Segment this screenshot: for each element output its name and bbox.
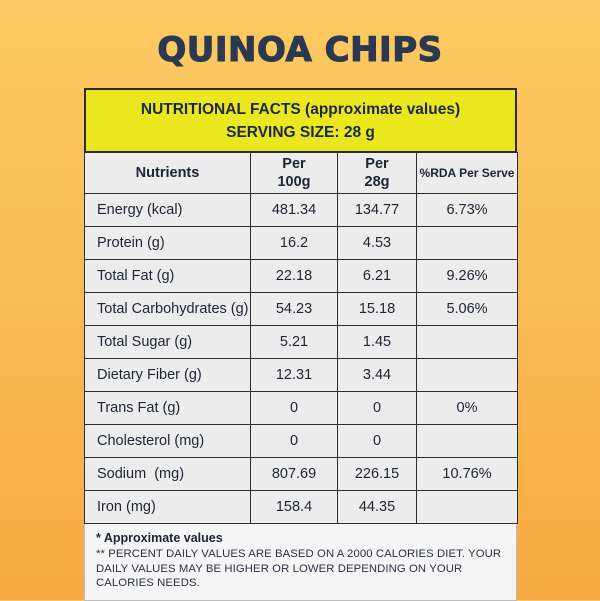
page-title: QUINOA CHIPS bbox=[157, 30, 443, 70]
rda-cell bbox=[417, 491, 518, 524]
table-row bbox=[85, 260, 518, 293]
table-row bbox=[85, 491, 518, 524]
column-header-per-100g bbox=[251, 153, 338, 194]
footnotes bbox=[84, 524, 517, 601]
nutrient-name-cell: Protein (g) bbox=[85, 227, 251, 260]
table-row bbox=[85, 194, 518, 227]
per-100g-cell: 22.18 bbox=[251, 260, 338, 293]
table-row bbox=[85, 293, 518, 326]
per-100g-cell: 5.21 bbox=[251, 326, 338, 359]
rda-cell bbox=[417, 425, 518, 458]
serving-size-text: SERVING SIZE: 28 g bbox=[226, 123, 375, 141]
rda-cell: 10.76% bbox=[417, 458, 518, 491]
column-header-rda: %RDA Per Serve bbox=[417, 153, 518, 194]
facts-header bbox=[84, 88, 517, 153]
column-header-line: 100g bbox=[277, 174, 311, 190]
nutrient-name-cell: Total Sugar (g) bbox=[85, 326, 251, 359]
table-row bbox=[85, 458, 518, 491]
per-100g-cell: 0 bbox=[251, 392, 338, 425]
nutrient-name-cell: Iron (mg) bbox=[85, 491, 251, 524]
table-row bbox=[85, 227, 518, 260]
rda-cell bbox=[417, 326, 518, 359]
column-header-per-28g bbox=[338, 153, 417, 194]
per-100g-cell: 12.31 bbox=[251, 359, 338, 392]
nutrition-panel bbox=[84, 88, 517, 601]
column-header-line: Per bbox=[365, 156, 389, 172]
per-28g-cell: 6.21 bbox=[338, 260, 417, 293]
per-28g-cell: 15.18 bbox=[338, 293, 417, 326]
per-28g-cell: 4.53 bbox=[338, 227, 417, 260]
daily-values-note: ** PERCENT DAILY VALUES ARE BASED ON A 2000 CALORIES DIET. YOUR DAILY VALUES MAY BE HIGHER OR LOWER DEPENDING ON YOUR CALORIES NEEDS. bbox=[96, 548, 502, 589]
per-28g-cell: 1.45 bbox=[338, 326, 417, 359]
per-28g-cell: 0 bbox=[338, 425, 417, 458]
nutrient-name-cell: Dietary Fiber (g) bbox=[85, 359, 251, 392]
facts-header-title: NUTRITIONAL FACTS (approximate values) bbox=[140, 100, 461, 118]
column-header-nutrients: Nutrients bbox=[85, 153, 251, 194]
per-28g-cell: 3.44 bbox=[338, 359, 417, 392]
rda-cell: 5.06% bbox=[417, 293, 518, 326]
rda-cell bbox=[417, 359, 518, 392]
nutrient-name-cell: Cholesterol (mg) bbox=[85, 425, 251, 458]
per-100g-cell: 16.2 bbox=[251, 227, 338, 260]
nutrient-name-cell: Trans Fat (g) bbox=[85, 392, 251, 425]
nutrition-table bbox=[84, 152, 518, 524]
column-header-line: 28g bbox=[364, 174, 390, 190]
table-row bbox=[85, 425, 518, 458]
nutrient-name-cell: Total Fat (g) bbox=[85, 260, 251, 293]
rda-cell: 0% bbox=[417, 392, 518, 425]
nutrient-name-cell: Sodium (mg) bbox=[85, 458, 251, 491]
table-header-row bbox=[85, 153, 518, 194]
per-100g-cell: 0 bbox=[251, 425, 338, 458]
rda-cell: 9.26% bbox=[417, 260, 518, 293]
approximate-values-note: * Approximate values bbox=[96, 531, 223, 545]
per-28g-cell: 134.77 bbox=[338, 194, 417, 227]
per-100g-cell: 481.34 bbox=[251, 194, 338, 227]
nutrient-name-cell: Energy (kcal) bbox=[85, 194, 251, 227]
per-28g-cell: 44.35 bbox=[338, 491, 417, 524]
rda-cell bbox=[417, 227, 518, 260]
table-row bbox=[85, 326, 518, 359]
nutrient-name-cell: Total Carbohydrates (g) bbox=[85, 293, 251, 326]
table-row bbox=[85, 392, 518, 425]
per-100g-cell: 158.4 bbox=[251, 491, 338, 524]
per-28g-cell: 0 bbox=[338, 392, 417, 425]
column-header-line: Per bbox=[282, 156, 306, 172]
per-100g-cell: 807.69 bbox=[251, 458, 338, 491]
per-28g-cell: 226.15 bbox=[338, 458, 417, 491]
table-row bbox=[85, 359, 518, 392]
per-100g-cell: 54.23 bbox=[251, 293, 338, 326]
rda-cell: 6.73% bbox=[417, 194, 518, 227]
